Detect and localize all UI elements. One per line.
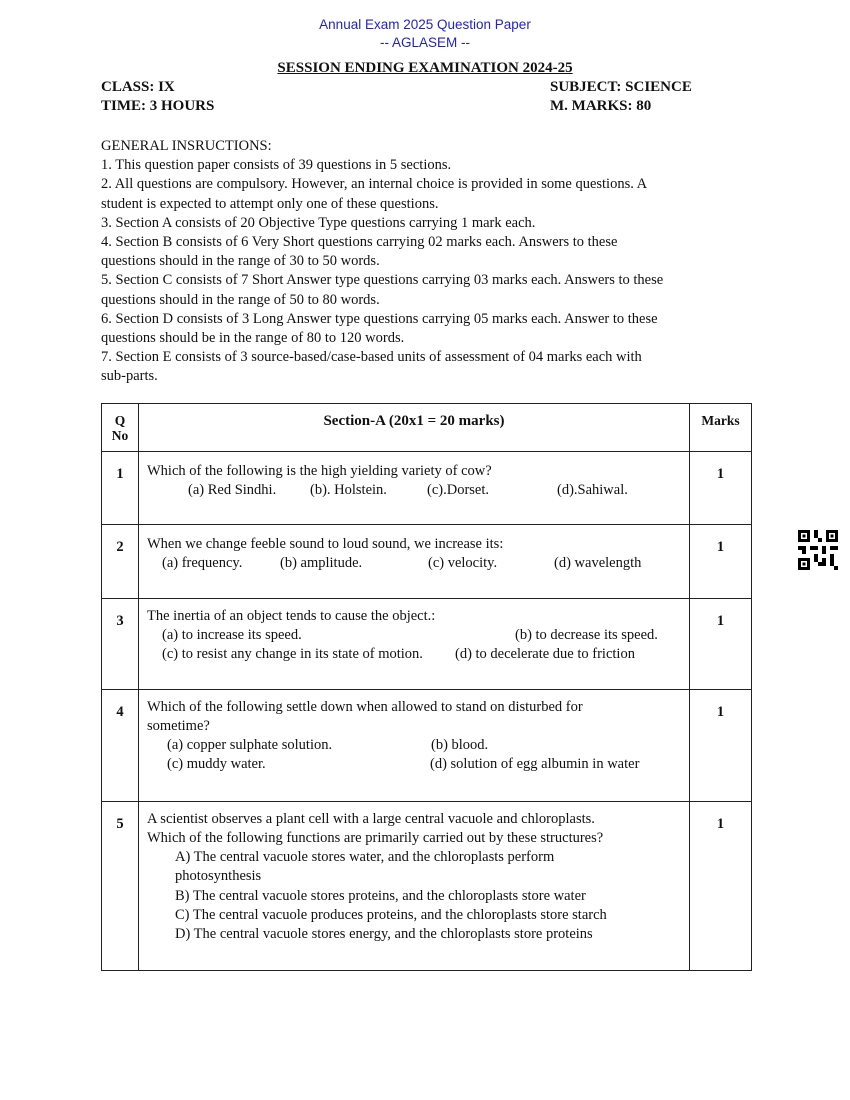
question-number: 3 [102,599,139,690]
header-line-1: Annual Exam 2025 Question Paper [319,17,531,32]
instruction-line: student is expected to attempt only one of these questions. [101,195,439,212]
option: (a) to increase its speed. [162,627,302,643]
instruction-line: 6. Section D consists of 3 Long Answer type questions carrying 05 marks each. Answer to these [101,310,658,327]
option: (a) Red Sindhi. [188,482,277,498]
option: (b) amplitude. [280,555,363,571]
time-label: TIME: 3 HOURS [101,98,215,114]
instruction-line: 5. Section C consists of 7 Short Answer type questions carrying 03 marks each. Answers to these [101,272,664,289]
question-text: A scientist observes a plant cell with a large central vacuole and chloroplasts. [147,811,595,827]
subject-label: SUBJECT: SCIENCE [550,79,692,95]
instruction-line: 1. This question paper consists of 39 questions in 5 sections. [101,157,452,174]
qno-header: Q No [111,413,129,443]
question-text: Which of the following settle down when allowed to stand on disturbed for [147,699,583,715]
question-marks: 1 [690,599,752,690]
option: A) The central vacuole stores water, and the chloroplasts perform [175,849,555,865]
option: (c) to resist any change in its state of motion. [162,646,423,662]
question-number: 2 [102,525,139,599]
general-instructions [101,137,663,387]
table-row [102,599,752,690]
table-row [102,525,752,599]
option: (c) muddy water. [167,756,266,772]
table-row [102,690,752,802]
qr-code-icon [798,530,838,570]
table-row [102,802,752,971]
instruction-line: 3. Section A consists of 20 Objective Type questions carrying 1 mark each. [101,214,536,231]
option: C) The central vacuole produces proteins, and the chloroplasts store starch [175,907,607,923]
question-marks: 1 [690,525,752,599]
option: (c).Dorset. [427,482,490,498]
instruction-line: 2. All questions are compulsory. However, an internal choice is provided in some questions. A [101,176,648,193]
section-a-table [101,403,752,971]
option: (d) solution of egg albumin in water [430,756,640,772]
marks-header: Marks [690,404,752,452]
option: (a) frequency. [162,555,243,571]
question-number: 4 [102,690,139,802]
instruction-line: 7. Section E consists of 3 source-based/case-based units of assessment of 04 marks each with [101,349,642,366]
question-text: sometime? [147,718,210,734]
instruction-line: questions should in the range of 30 to 50 words. [101,253,380,270]
class-label: CLASS: IX [101,79,175,95]
header-line-2: -- AGLASEM -- [379,35,470,50]
question-text: The inertia of an object tends to cause the object.: [147,608,436,624]
question-text: Which of the following is the high yielding variety of cow? [147,463,492,479]
option: (b) blood. [431,737,489,753]
question-text: When we change feeble sound to loud sound, we increase its: [147,536,504,552]
option: (b) to decrease its speed. [515,627,658,643]
instruction-line: sub-parts. [101,368,158,385]
marks-label: M. MARKS: 80 [550,98,652,114]
section-header: Section-A (20x1 = 20 marks) [139,404,690,452]
instruction-line: questions should in the range of 50 to 80 words. [101,291,380,308]
option: D) The central vacuole stores energy, and the chloroplasts store proteins [175,926,593,942]
option: (b). Holstein. [310,482,387,498]
option: (d) to decelerate due to friction [455,646,635,662]
instructions-heading: GENERAL INSRUCTIONS: [101,138,272,154]
option: (d).Sahiwal. [557,482,628,498]
option: photosynthesis [175,868,262,884]
question-marks: 1 [690,690,752,802]
question-number: 5 [102,802,139,971]
option: (c) velocity. [428,555,498,571]
exam-title: SESSION ENDING EXAMINATION 2024-25 [277,60,573,76]
question-marks: 1 [690,802,752,971]
instruction-line: questions should be in the range of 80 to 120 words. [101,330,405,347]
question-marks: 1 [690,452,752,525]
question-number: 1 [102,452,139,525]
instruction-line: 4. Section B consists of 6 Very Short questions carrying 02 marks each. Answers to these [101,234,618,251]
option: (d) wavelength [554,555,642,571]
question-text: Which of the following functions are primarily carried out by these structures? [147,830,604,846]
option: (a) copper sulphate solution. [167,737,333,753]
option: B) The central vacuole stores proteins, and the chloroplasts store water [175,888,586,904]
table-row [102,452,752,525]
table-header-row [102,404,752,452]
